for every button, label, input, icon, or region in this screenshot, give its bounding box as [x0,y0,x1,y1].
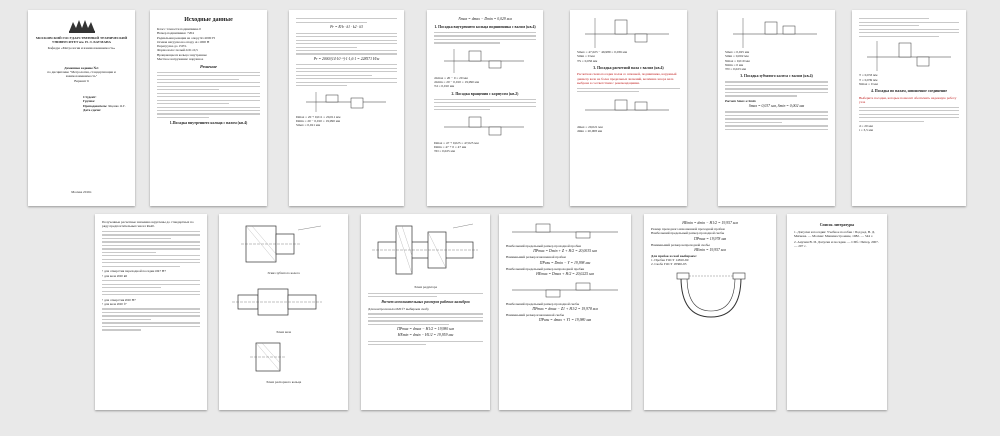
page-5 [570,10,687,206]
gauge-tolerance-diagram [506,220,624,244]
teacher-value: Яценко О.Г. [108,103,126,108]
calc-formula: НЕmin = 19,957 мм [694,247,726,252]
formula-pr-value: Pr = 2000/(14·10⁻³)·1·1,6·1 = 228571 Н/м [313,56,380,61]
tolerance-field-diagram [296,89,396,115]
tolerance-field-diagram [859,39,959,73]
decision-text [157,72,260,118]
gear-sketch-icon [226,220,336,268]
page-3 [289,10,404,206]
gauge-tolerance-diagram [506,278,624,302]
calc-value: d1max = 20 − 0 = 20 мм [434,75,468,80]
calc-value: TS = 0,036 мм [577,58,598,63]
formula-nmax: Nmax = dmax − Dmin = 0,029 мм [458,17,512,21]
data-item: Вращающееся кольцо: внутреннее [157,52,207,57]
tolerance-field-diagram [725,16,825,50]
page-1-title [28,10,135,206]
group-label: Группа: [83,99,96,104]
calc-value: Smin = 0,002 мм [725,54,749,59]
tolerance-field-diagram [434,46,534,76]
page-6 [718,10,835,206]
highlighted-note: Расчетная схема посадки полая со шпонкой, подшипника, наружный диаметр вала не более предельных значений, величина зазора вала выбрана в соответствии с рекомендациями. [577,72,677,86]
tolerance-field-diagram [577,16,677,50]
tolerance-field-diagram [434,113,534,141]
calc-value: T = 0,039 мм [859,77,878,82]
calc-value: Nmax = 0 мм [859,81,878,86]
list-title: Для пробок и скоб выбираем: [651,253,697,258]
calc-line: Наибольший предельный размер проходной скобы [651,231,725,236]
calc-value: Nmax = 0,019 мм [725,58,750,63]
formula-gauge: ПРmax = dmax − H1/2 = 19,980 мм [397,327,454,332]
intro-text: Полученные расчетные значения округлены до стандартных по ряду предпочтительных чисел Ra40. [102,220,194,229]
gauge-text: Для контроля вала Ø20 f7 выбираем скобу [368,306,429,311]
initial-data-heading: Исходные данные [184,17,233,23]
page-7 [852,10,966,206]
calc-value: TD = 0,025 мм [434,149,455,154]
data-item: Местное нагружение: наружное [157,57,204,62]
formula-s: Smax = 0,037 мм, Smin = 0,002 мм [748,104,805,109]
calc-formula: ПРизн = dmax + Y1 = 19,980 мм [538,318,592,323]
calc-line: Наибольший предельный размер проходной скобы [506,301,580,306]
page-8 [95,214,207,410]
calc-value: Td = 0,010 мм [434,84,455,89]
calc-value: Dmax = 47 + 0,025 = 47,025 мм [434,140,479,145]
data-item: Осевая нагрузка на опору A=1000 Н [157,39,210,44]
sketch-caption: Эскиз распорного кольца [265,380,302,385]
calc-value: Smax = 0,025 мм [725,50,750,54]
section-heading: 3. Посадка расчетной вала с валом (кв.4) [593,65,664,70]
calc-line: Наименьший размер изношенной пробки [506,255,566,260]
sketch-caption: Эскиз вала [275,329,292,334]
section-heading: 3. Посадка зубчатого колеса с валом (кв.4) [740,74,813,79]
highlighted-note: Выберите посадки, которые позволят обеспечить надежную работу узла [859,95,957,104]
gearbox-assembly-drawing [368,220,483,282]
page-12-gauges [644,214,776,410]
section-heading: 2. Посадка вращения с корпусом (кв.2) [451,91,519,96]
calc-value: T = 0,033 мм [859,73,878,78]
student-label: Студент: [83,95,97,100]
data-item: Перегрузка до 150% [157,44,187,49]
page-9-sketches [219,214,348,410]
calc-line: Наибольший предельный размер непроходной пробки [506,266,585,271]
variant-label: Вариант 6 [74,78,89,83]
bullet-item: • для отверстия Ø20 H7 [102,297,136,302]
decision-heading: Решение [200,64,217,70]
calc-value: t = 3,5 мм [859,128,873,133]
page-11-gauge-calc [499,214,631,410]
spacer-ring-sketch-icon [226,337,336,377]
date-label: Дата сдачи: [83,107,101,112]
page-2-initial-data [150,10,267,206]
sketch-caption: Эскиз зубчатого колеса [267,271,300,276]
calc-formula: ПРmax = 19,978 мм [693,236,727,241]
formula-gauge: НЕmin = dmin − H1/2 = 19,959 мм [397,333,454,338]
calc-value: Dmax = 20 + 0,011 = 20,011 мм [296,114,341,119]
university-crest-icon [67,18,97,34]
references-heading: Список литературы [819,223,855,227]
calc-value: Smax = 0,021 мм [296,123,321,128]
reference-item: 1. Допуски и посадки: Учебное пособие / Под ред. В. Д. Мягкова. — Москва: Машиностроение, 1982. — 544 с. [794,229,876,238]
university-name: МОСКОВСКИЙ ГОСУДАРСТВЕННЫЙ ТЕХНИЧЕСКИЙ УНИВЕРСИТЕТ им. Н. Э. БАУМАНА [35,36,128,45]
data-item: Форма вала: полый d/d1=0,5 [157,48,198,53]
department-name: Кафедра «Метрология и взаимозаменяемость» [47,45,116,50]
shaft-sketch-icon [226,279,336,327]
page-10-assembly [361,214,490,410]
teacher-label: Преподаватель: [83,103,108,108]
bullet-item: • для вала Ø20 k6 [102,273,128,278]
calc-formula: ПРmax = dmax − Z1 + H1/2 = 19,978 мм [532,307,598,312]
calc-value: d1min = 20 − 0,010 = 19,990 мм [434,80,479,85]
bullet-item: • для отверстия переходной посадки Ø47 H7 [102,269,167,274]
calc-value: Dmin = 47 + 0 = 47 мм [434,144,467,149]
title-footer: Москва 2016г. [71,189,92,194]
bullet-item: • для вала Ø20 f7 [102,301,127,306]
calc-formula: ПРизн = Dmin − Y = 19,998 мм [539,260,591,265]
work-subtitle: по дисциплине "Метрология, стандартизация и взаимозаменяемость" [47,70,116,79]
data-item: Номер подшипника: 7204 [157,31,194,36]
calc-line: Размер проходного изношенной проходной пробки [651,227,725,231]
calc-line: Наименьший размер непроходной скобы [651,242,710,247]
page-13-references [787,214,887,410]
list-item: 1. Пробка ГОСТ 14810-69 [651,258,689,263]
calc-title: Расчет Smax и Smin [725,98,756,103]
calc-formula: ПРmax = Dmin + Z + H/2 = 20,0035 мм [533,249,597,254]
calc-value: d = 20 мм [859,124,873,128]
calc-value: Dmin = 20 − 0,010 = 19,990 мм [296,118,341,123]
section-heading: 1. Посадка внутреннего кольца подшипника с валом (кв.4) [434,25,536,29]
reference-item: 2. Анухин В. И. Допуски и посадки. — СПб.: Питер, 2007. — 207 с. [794,240,879,249]
calc-value: Smin = 0 мм [577,54,595,59]
calc-formula: НЕmin = dmin − H1/2 = 19,957 мм [682,221,738,225]
gauge-drawing-icon [651,267,769,327]
tolerance-field-diagram [577,95,677,125]
calc-value: dmin = 20,008 мм [577,128,603,133]
data-item: Радиальная реакция на опору R=2000 Н [157,35,215,40]
calc-line: Наименьший размер изношенной скобы [506,313,564,318]
calc-formula: НЕmax = Dmax + H/2 = 20,0225 мм [536,271,594,276]
data-item: Класс точности подшипника 0 [157,27,201,31]
page-4 [427,10,543,206]
calc-value: Smax = 47,025 − 46,989 = 0,036 мм [577,50,627,54]
work-title: Домашнее задание №1 [64,65,99,70]
formula-pr: Pr = R/b · k1 · k2 · k3 [330,25,363,30]
calc-value: Nmin = 0 мм [725,62,744,67]
list-item: 2. Скоба ГОСТ 18360-93 [651,262,687,267]
calc-value: TN = 0,023 мм [725,67,746,72]
calc-value: dmax = 20,021 мм [577,124,603,129]
section-heading: Расчет исполнительных размеров рабочих калибров [381,300,470,305]
section-heading: 4. Посадка по валам, шпоночное соединение [870,89,948,94]
section-1-heading: 1.Посадка внутреннего кольца с валом (кв.4) [169,121,248,126]
calc-line: Наибольший предельный размер проходной пробки [506,244,581,248]
assembly-caption: Эскиз редуктора [413,285,438,290]
